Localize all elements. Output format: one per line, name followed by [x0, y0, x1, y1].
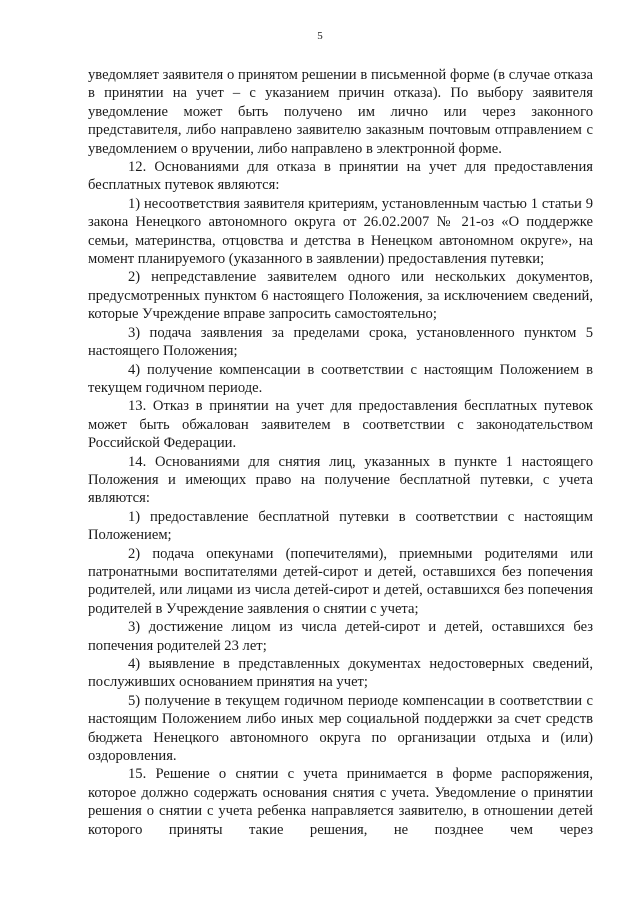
list-item-14-2: 2) подача опекунами (попечителями), приемными родителями или патронатными воспитателями детей-сирот и детей, оставшихся без попечения родителей, или лицами из числа детей-сирот и детей, оставшихся без попечения родителей в Учреждение заявления о снятии с учета;: [88, 545, 593, 617]
list-item-12-4: 4) получение компенсации в соответствии с настоящим Положением в текущем годичном периоде.: [88, 361, 593, 396]
paragraph-notification-continuation: уведомляет заявителя о принятом решении в письменной форме (в случае отказа в принятии на учет – с указанием причин отказа). По выбору заявителя уведомление может быть получено им лично или через законного представителя, либо направлено заявителю заказным почтовым отправлением с уведомлением о вручении, либо направлено в электронной форме.: [88, 67, 593, 157]
paragraph-13-appeal: 13. Отказ в принятии на учет для предоставления бесплатных путевок может быть обжалован заявителем в соответствии с законодательством Российской Федерации.: [88, 398, 593, 452]
list-item-14-3: 3) достижение лицом из числа детей-сирот и детей, оставшихся без попечения родителей 23 лет;: [88, 619, 593, 654]
paragraph-15-removal-decision: 15. Решение о снятии с учета принимается в форме распоряжения, которое должно содержать основания снятия с учета. Уведомление о принятии решения о снятии с учета ребенка направляется заявителю, в отношении детей которого приняты такие решения, не позднее чем через: [88, 766, 593, 838]
list-item-14-5: 5) получение в текущем годичном периоде компенсации в соответствии с настоящим Положением либо иных мер социальной поддержки за счет средств бюджета Ненецкого автономного округа по организации отдыха и (или) оздоровления.: [88, 692, 593, 765]
list-item-14-4: 4) выявление в представленных документах недостоверных сведений, послуживших основанием принятия на учет;: [88, 656, 593, 691]
paragraph-12-refusal-grounds: 12. Основаниями для отказа в принятии на учет для предоставления бесплатных путевок являются:: [88, 159, 593, 194]
paragraph-14-removal-grounds: 14. Основаниями для снятия лиц, указанных в пункте 1 настоящего Положения и имеющих право на получение бесплатной путевки, с учета являются:: [88, 453, 593, 507]
page-number: 5: [317, 30, 323, 42]
list-item-14-1: 1) предоставление бесплатной путевки в соответствии с настоящим Положением;: [88, 508, 593, 544]
list-item-12-2: 2) непредставление заявителем одного или нескольких документов, предусмотренных пунктом 6 настоящего Положения, за исключением сведений, которые Учреждение вправе запросить самостоятельно;: [88, 269, 593, 323]
list-item-12-1: 1) несоответствия заявителя критериям, установленным частью 1 статьи 9 закона Ненецкого автономного округа от 26.02.2007 № 21-оз «О поддержке семьи, материнства, отцовства и детства в Ненецком автономном округе», на момент планируемого (указанного в заявлении) предоставления путевки;: [88, 195, 593, 268]
list-item-12-3: 3) подача заявления за пределами срока, установленного пунктом 5 настоящего Положения;: [88, 324, 593, 360]
document-body: [88, 66, 593, 839]
